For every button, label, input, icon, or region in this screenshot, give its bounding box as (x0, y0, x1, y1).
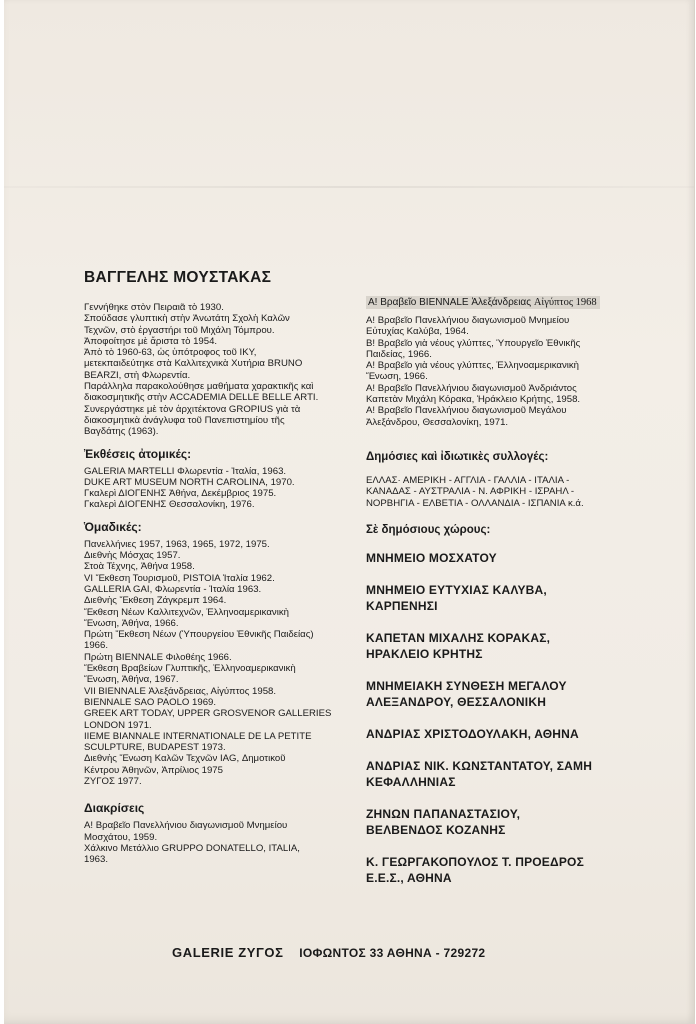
text-line: μετεκπαιδεύτηκε στὰ Καλλιτεχνικὰ Χυτήρια BRUNO (84, 358, 303, 370)
biennale-award-handwritten: Αἰγύπτος 1968 (533, 297, 597, 308)
text-line: Α! Βραβεῖο γιὰ νέους γλύπτες, Ἑλληνοαμερικανικὴ (366, 360, 580, 372)
text-line: BIENNALE SAO PAOLO 1969. (84, 696, 217, 708)
text-line: GALERIA MARTELLI Φλωρεντία - Ἰταλία, 1963. (84, 465, 287, 477)
public-space-line: ΒΕΛΒΕΝΔΟΣ ΚΟΖΑΝΗΣ (366, 822, 506, 837)
text-line: Πρώτη BIENNALE Φιλοθέης 1966. (84, 651, 232, 663)
public-space-line: ΖΗΝΩΝ ΠΑΠΑΝΑΣΤΑΣΙΟΥ, (366, 806, 521, 821)
text-line: BEARZI, στὴ Φλωρεντία. (84, 369, 191, 381)
catalog-page (4, 0, 695, 1024)
text-line: διακοσμητικῆς στὴν ACCADEMIA DELLE BELLE ARTI. (84, 392, 319, 404)
text-line: Ἔκθεση Νέων Καλλιτεχνῶν, Ἑλληνοαμερικανικὴ (84, 606, 289, 618)
text-line: 1966. (84, 640, 109, 652)
public-space-item (366, 726, 658, 742)
text-line: Ἀποφοίτησε μὲ ἄριστα τὸ 1954. (84, 335, 218, 347)
public-space-line: Ε.Ε.Σ., ΑΘΗΝΑ (366, 870, 452, 885)
text-line: Διεθνὴς Ἕνωση Καλῶν Τεχνῶν IAG, Δημοτικοῦ (84, 753, 286, 765)
text-line: Α! Βραβεῖο Πανελλήνιου διαγωνισμοῦ Μνημείου (84, 820, 288, 832)
text-line: Σπούδασε γλυπτικὴ στὴν Ἀνωτάτη Σχολὴ Καλῶν (84, 313, 290, 325)
distinctions-heading: Διακρίσεις (84, 801, 145, 816)
text-line: Μοσχάτου, 1959. (84, 831, 158, 843)
artist-name: ΒΑΓΓΕΛΗΣ ΜΟΥΣΤΑΚΑΣ (84, 269, 272, 286)
text-line: Γκαλερὶ ΔΙΟΓΕΝΗΣ Ἀθήνα, Δεκέμβριος 1975. (84, 488, 277, 500)
public-space-item (366, 854, 658, 886)
text-line: Συνεργάστηκε μὲ τὸν ἀρχιτέκτονα GROPIUS γιὰ τὰ (84, 403, 301, 415)
biennale-award-highlight (366, 296, 600, 309)
text-line: Ἀπὸ τὸ 1960-63, ὡς ὑπότροφος τοῦ ΙΚΥ, (84, 347, 257, 359)
text-line: διακοσμητικὰ ἀνάγλυφα τοῦ Πανεπιστημίου τῆς (84, 414, 285, 426)
text-line: Β! Βραβεῖο γιὰ νέους γλύπτες, Ὑπουργεῖο Ἐθνικῆς (366, 337, 581, 349)
text-line: Εὐτυχίας Καλύβα, 1964. (366, 326, 469, 338)
public-space-line: ΑΝΔΡΙΑΣ ΝΙΚ. ΚΩΝΣΤΑΝΤΑΤΟΥ, ΣΑΜΗ (366, 758, 593, 773)
group-exhibitions-list (84, 539, 354, 788)
footer (172, 945, 592, 960)
text-line: Ἔκθεση Βραβείων Γλυπτικῆς, Ἑλληνοαμερικανικὴ (84, 663, 296, 675)
text-line: 1963. (84, 854, 109, 866)
text-line: Κέντρου Ἀθηνῶν, Ἀπρίλιος 1975 (84, 764, 223, 776)
public-space-item (366, 806, 658, 838)
text-line: DUKE ART MUSEUM NORTH CAROLINA, 1970. (84, 476, 295, 488)
public-space-line: ΑΛΕΞΑΝΔΡΟΥ, ΘΕΣΣΑΛΟΝΙΚΗ (366, 694, 547, 709)
biography (84, 302, 354, 438)
public-space-line: ΜΝΗΜΕΙΑΚΗ ΣΥΝΘΕΣΗ ΜΕΓΑΛΟΥ (366, 678, 567, 693)
text-line: Γεννήθηκε στὸν Πειραιᾶ τὸ 1930. (84, 302, 224, 313)
text-line: Ἕνωση, 1966. (366, 371, 428, 383)
paper-fold (4, 186, 694, 188)
public-space-item (366, 582, 658, 614)
text-line: Διεθνὴς Ἔκθεση Ζάγκρεμπ 1964. (84, 595, 227, 607)
public-space-line: ΑΝΔΡΙΑΣ ΧΡΙΣΤΟΔΟΥΛΑΚΗ, ΑΘΗΝΑ (366, 726, 579, 741)
left-column (84, 268, 354, 865)
text-line: Παράλληλα παρακολούθησε μαθήματα χαρακτικῆς καὶ (84, 381, 314, 393)
text-line: Χάλκινο Μετάλλιο GRUPPO DONATELLO, ITALIA, (84, 842, 300, 854)
public-spaces-list (366, 550, 658, 886)
solo-exhibitions-heading: Ἐκθέσεις ἀτομικές: (84, 446, 192, 461)
group-exhibitions-heading: Ὁμαδικές: (84, 519, 142, 534)
text-line: Γκαλερὶ ΔΙΟΓΕΝΗΣ Θεσσαλονίκη, 1976. (84, 499, 255, 511)
text-line: Πρώτη Ἔκθεση Νέων (Ὑπουργείου Ἐθνικῆς Παιδείας) (84, 629, 314, 641)
text-line: IIEME BIANNALE INTERNATIONALE DE LA PETITE (84, 730, 312, 742)
public-space-line: ΚΑΡΠΕΝΗΣΙ (366, 598, 438, 613)
text-line: ΖΥΓΟΣ 1977. (84, 775, 142, 787)
public-spaces-heading: Σὲ δημόσιους χώρους: (366, 523, 491, 536)
text-line: Πανελλήνιες 1957, 1963, 1965, 1972, 1975. (84, 538, 270, 550)
public-space-line: ΜΝΗΜΕΙΟ ΕΥΤΥΧΙΑΣ ΚΑΛΥΒΑ, (366, 582, 547, 597)
text-line: Καπετὰν Μιχάλη Κόρακα, Ἡράκλειο Κρήτης, 1958. (366, 394, 581, 406)
awards-list (366, 315, 658, 428)
public-space-item (366, 678, 658, 710)
text-line: SCULPTURE, BUDAPEST 1973. (84, 742, 226, 754)
text-line: Παιδείας, 1966. (366, 348, 432, 360)
biennale-award-text: Α! Βραβεῖο BIENNALE Ἀλεξάνδρειας (368, 297, 532, 308)
public-space-item (366, 758, 658, 790)
right-column (366, 292, 658, 902)
public-space-line: Κ. ΓΕΩΡΓΑΚΟΠΟΥΛΟΣ Τ. ΠΡΟΕΔΡΟΣ (366, 854, 584, 869)
public-space-item (366, 550, 658, 566)
public-space-line: ΚΕΦΑΛΛΗΝΙΑΣ (366, 774, 456, 789)
distinctions-list (84, 820, 354, 865)
text-line: VI Ἔκθεση Τουρισμοῦ, PISTOIA Ἰταλία 1962. (84, 572, 275, 584)
text-line: Ἀλεξάνδρου, Θεσσαλονίκη, 1971. (366, 416, 509, 428)
gallery-name: GALERIE ΖΥΓΟΣ (172, 945, 284, 960)
text-line: Α! Βραβεῖο Πανελλήνιου διαγωνισμοῦ Μνημείου (366, 315, 570, 326)
text-line: Στοὰ Τέχνης, Ἀθήνα 1958. (84, 561, 195, 573)
text-line: Ἕνωση, Ἀθήνα, 1967. (84, 674, 179, 686)
public-space-line: ΗΡΑΚΛΕΙΟ ΚΡΗΤΗΣ (366, 646, 483, 661)
text-line: ΝΟΡΒΗΓΙΑ - ΕΛΒΕΤΙΑ - ΟΛΛΑΝΔΙΑ - ΙΣΠΑΝΙΑ κ.ά. (366, 497, 584, 509)
text-line: GREEK ART TODAY, UPPER GROSVENOR GALLERIES (84, 708, 332, 720)
text-line: Α! Βραβεῖο Πανελλήνιου διαγωνισμοῦ Ἀνδριάντος (366, 382, 577, 394)
public-space-line: ΜΝΗΜΕΙΟ ΜΟΣΧΑΤΟΥ (366, 550, 497, 565)
solo-exhibitions-list (84, 466, 354, 511)
text-line: GALLERIA GAI, Φλωρεντία - Ἰταλία 1963. (84, 583, 262, 595)
gallery-address: ΙΟΦΩΝΤΟΣ 33 ΑΘΗΝΑ - 729272 (299, 946, 486, 960)
text-line: Τεχνῶν, στὸ ἐργαστήρι τοῦ Μιχάλη Τόμπρου. (84, 324, 275, 336)
text-line: Ἕνωση, Ἀθήνα, 1966. (84, 617, 179, 629)
text-line: ΕΛΛΑΣ· ΑΜΕΡΙΚΗ - ΑΓΓΛΙΑ - ΓΑΛΛΙΑ - ΙΤΑΛΙΑ - (366, 474, 570, 486)
public-space-item (366, 630, 658, 662)
text-line: Βαγδάτης (1963). (84, 426, 159, 438)
public-space-line: ΚΑΠΕΤΑΝ ΜΙΧΑΛΗΣ ΚΟΡΑΚΑΣ, (366, 630, 551, 645)
text-line: Διεθνὴς Μόσχας 1957. (84, 550, 181, 562)
text-line: Α! Βραβεῖο Πανελλήνιου διαγωνισμοῦ Μεγάλου (366, 405, 567, 417)
text-line: ΚΑΝΑΔΑΣ - ΑΥΣΤΡΑΛΙΑ - Ν. ΑΦΡΙΚΗ - ΙΣΡΑΗΛ - (366, 486, 575, 498)
text-line: VII BIENNALE Ἀλεξάνδρειας, Αἰγύπτος 1958. (84, 685, 277, 697)
collections-list (366, 475, 658, 509)
text-line: LONDON 1971. (84, 719, 152, 731)
collections-heading: Δημόσιες καὶ ἰδιωτικὲς συλλογές: (366, 450, 549, 463)
